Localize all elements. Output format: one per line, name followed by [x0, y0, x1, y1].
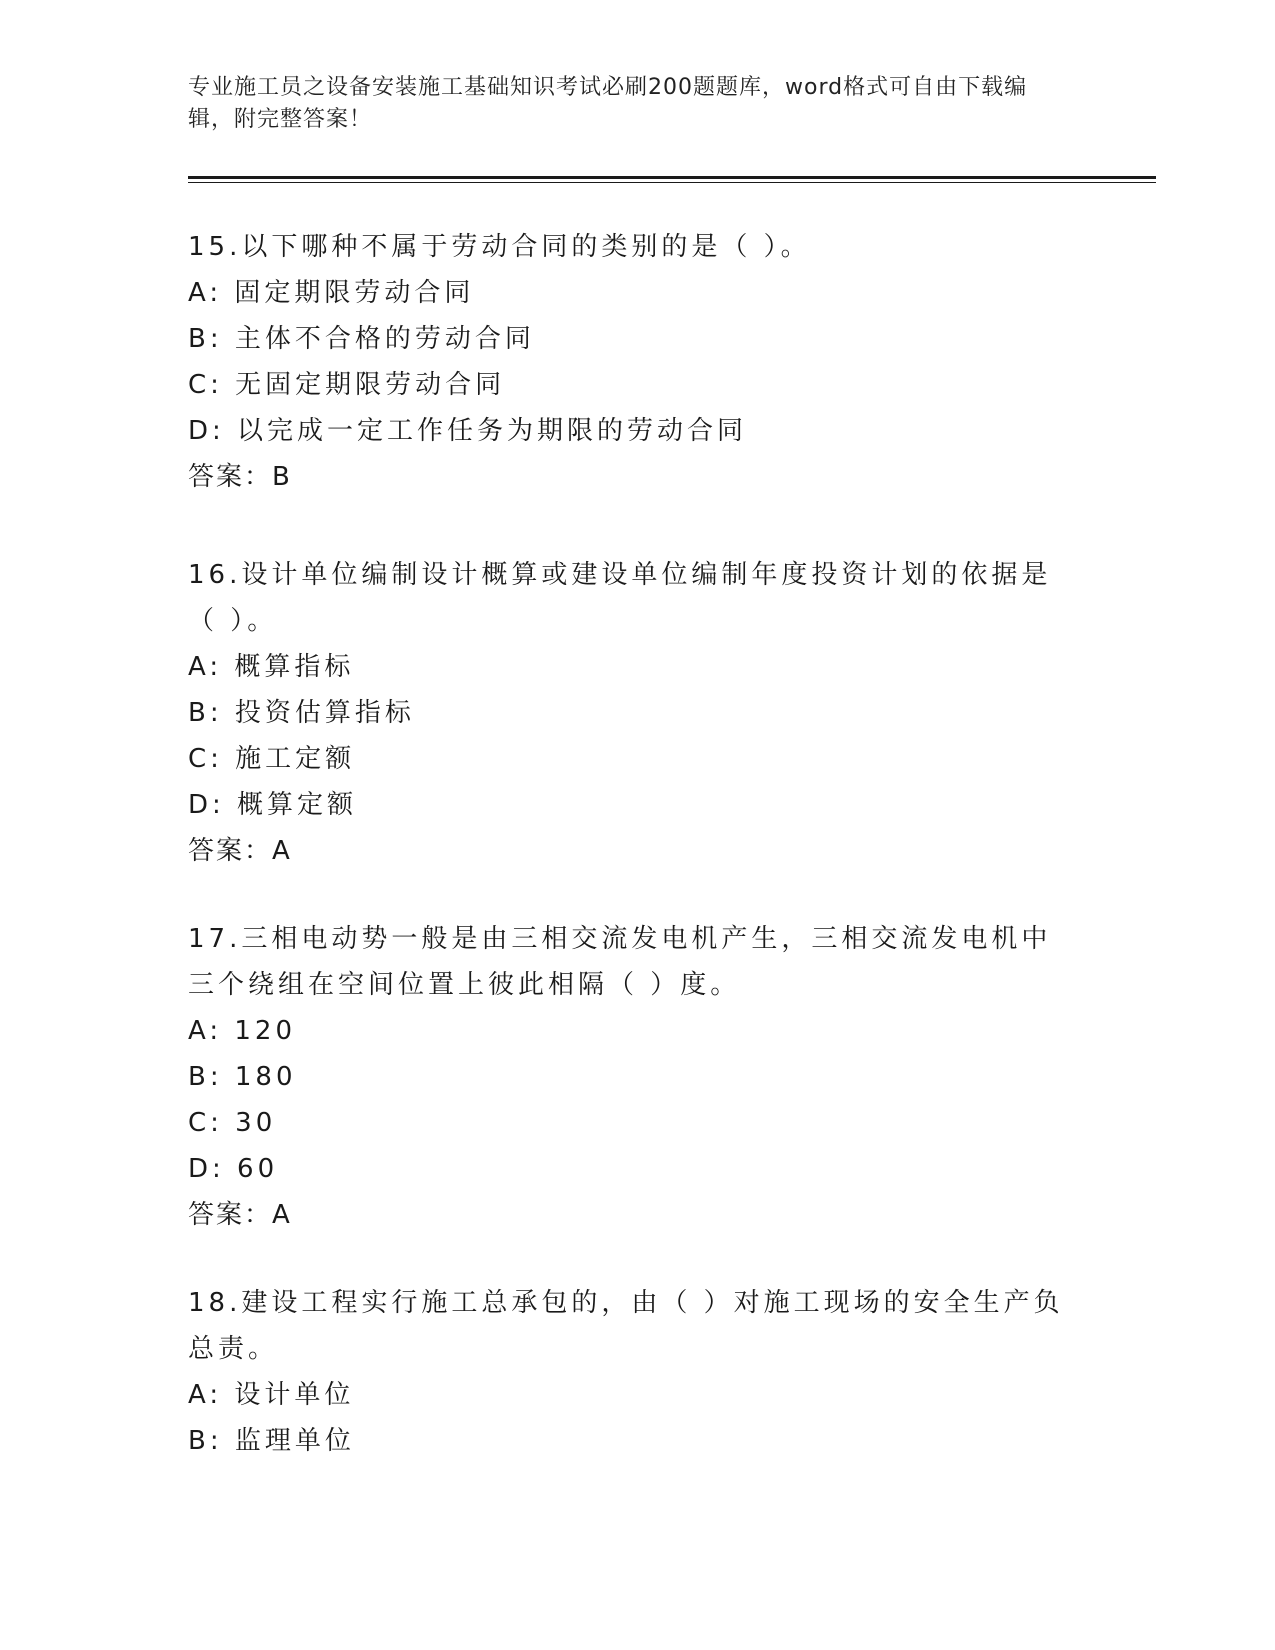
question-18: [188, 1280, 1068, 1464]
header-divider-thin: [188, 182, 1156, 183]
answer-label: 答案：: [188, 462, 273, 492]
option-a: A: 设计单位: [188, 1380, 355, 1410]
option-d: D: 以完成一定工作任务为期限的劳动合同: [188, 416, 748, 446]
option-c: C: 无固定期限劳动合同: [188, 370, 506, 400]
option-a: A: 120: [188, 1016, 296, 1046]
question-17: [188, 916, 1068, 1238]
answer-value: B: [272, 462, 292, 492]
question-stem: 15.以下哪种不属于劳动合同的类别的是（ ）。: [188, 232, 811, 262]
option-d: D: 概算定额: [188, 790, 358, 820]
answer-value: A: [272, 836, 292, 866]
option-c: C: 30: [188, 1108, 277, 1138]
option-b: B: 主体不合格的劳动合同: [188, 324, 535, 354]
question-16: [188, 552, 1068, 874]
option-b: B: 180: [188, 1062, 297, 1092]
answer-line: [188, 454, 1068, 500]
option-b: B: 监理单位: [188, 1426, 355, 1456]
option-a: A: 固定期限劳动合同: [188, 278, 475, 308]
question-stem: 17.三相电动势一般是由三相交流发电机产生，三相交流发电机中三个绕组在空间位置上彼此相隔（ ）度。: [188, 924, 1052, 1000]
question-stem: 18.建设工程实行施工总承包的，由（ ）对施工现场的安全生产负总责。: [188, 1288, 1064, 1364]
option-a: A: 概算指标: [188, 652, 355, 682]
option-d: D: 60: [188, 1154, 279, 1184]
option-c: C: 施工定额: [188, 744, 356, 774]
option-b: B: 投资估算指标: [188, 698, 415, 728]
document-header: 专业施工员之设备安装施工基础知识考试必刷200题题库，word格式可自由下载编辑，附完整答案！: [188, 75, 1028, 132]
question-15: [188, 224, 1068, 500]
answer-label: 答案：: [188, 1200, 273, 1230]
answer-line: [188, 1192, 1068, 1238]
answer-value: A: [272, 1200, 292, 1230]
question-stem: 16.设计单位编制设计概算或建设单位编制年度投资计划的依据是（ ）。: [188, 560, 1052, 636]
answer-line: [188, 828, 1068, 874]
answer-label: 答案：: [188, 836, 273, 866]
header-divider-thick: [188, 176, 1156, 179]
